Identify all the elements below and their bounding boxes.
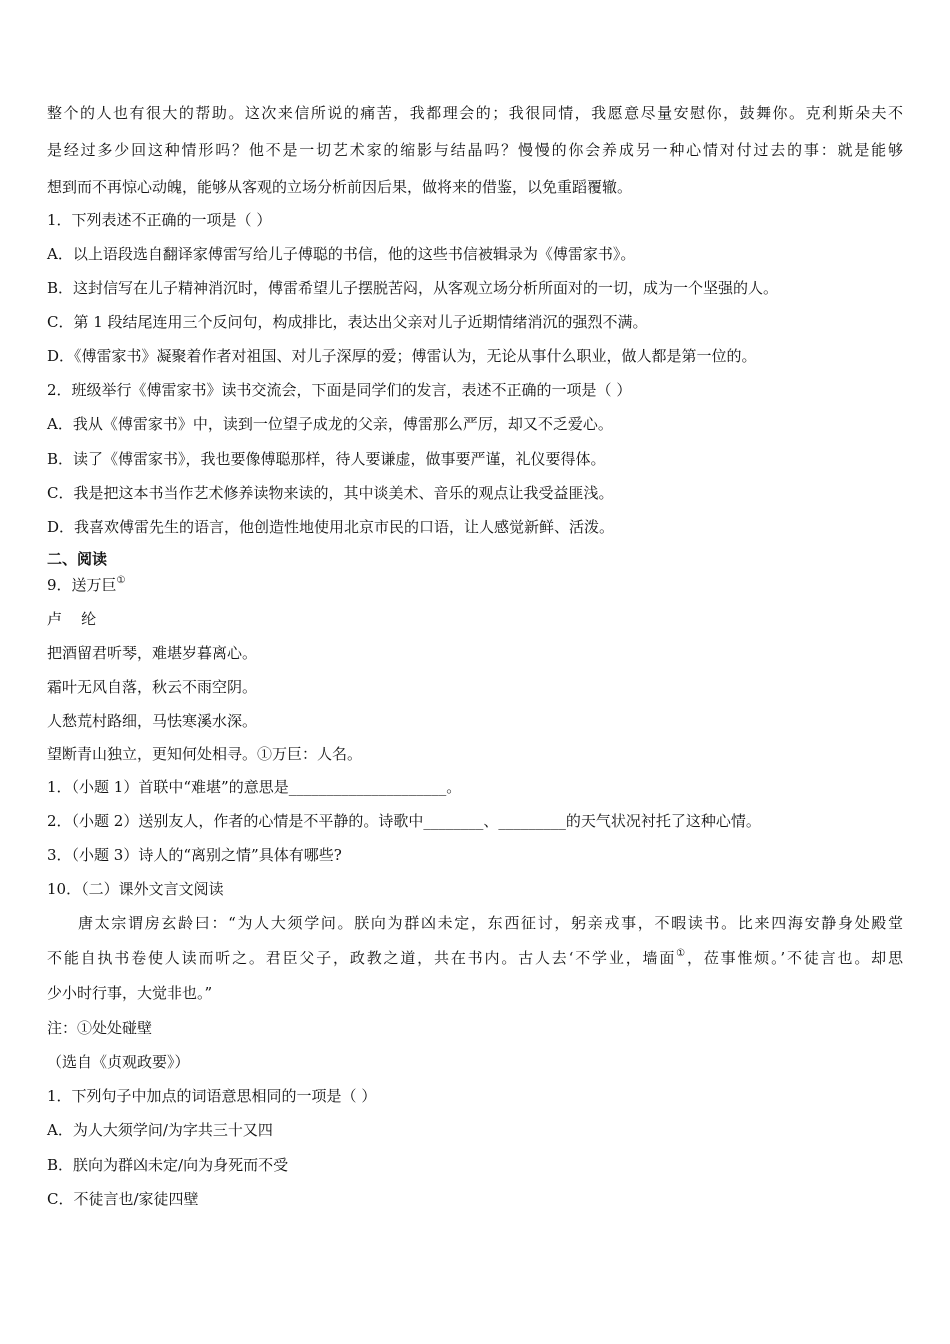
poem-question-1: 1．（小题 1）首联中“难堪”的意思是_____________________。 bbox=[47, 778, 462, 796]
question-10-1-stem: 1．下列句子中加点的词语意思相同的一项是（ ） bbox=[47, 1087, 377, 1105]
question-2-option-c: C．我是把这本书当作艺术修养读物来读的，其中谈美术、音乐的观点让我受益匪浅。 bbox=[47, 484, 614, 502]
question-1-option-b: B．这封信写在儿子精神消沉时，傅雷希望儿子摆脱苦闷，从客观立场分析所面对的一切，成为一个坚强的人。 bbox=[47, 279, 779, 297]
poem-title bbox=[47, 575, 903, 595]
classical-text-line: 唐太宗谓房玄龄曰：“为人大须学问。朕向为群凶未定，东西征讨，躬亲戎事，不暇读书。比来四海安静身处殿堂 bbox=[78, 914, 903, 932]
poem-question-2: 2．（小题 2）送别友人，作者的心情是不平静的。诗歌中________、_________的天气状况衬托了这种心情。 bbox=[47, 812, 761, 830]
question-2-option-b: B．读了《傅雷家书》，我也要像傅聪那样，待人要谦虚，做事要严谨，礼仪要得体。 bbox=[47, 450, 606, 468]
question-2-option-d: D．我喜欢傅雷先生的语言，他创造性地使用北京市民的口语，让人感觉新鲜、活泼。 bbox=[47, 518, 615, 536]
poem-author: 卢 纶 bbox=[47, 610, 97, 628]
classical-text-segment: 不能自执书卷使人读而听之。君臣父子，政教之道，共在书内。古人去‘不学业，墙面 bbox=[47, 949, 677, 967]
passage-line: 是经过多少回这种情形吗？他不是一切艺术家的缩影与结晶吗？慢慢的你会养成另一种心情对付过去的事：就是能够 bbox=[47, 141, 903, 159]
classical-text-footnote-mark: ① bbox=[676, 948, 687, 959]
passage-line: 整个的人也有很大的帮助。这次来信所说的痛苦，我都理会的；我很同情，我愿意尽量安慰你，鼓舞你。克利斯朵夫不 bbox=[47, 104, 903, 122]
question-10-option-a: A．为人大须学问/为字共三十又四 bbox=[47, 1121, 273, 1139]
question-10-option-b: B．朕向为群凶未定/向为身死而不受 bbox=[47, 1156, 289, 1174]
classical-text-line: 少小时行事，大觉非也。” bbox=[47, 984, 213, 1002]
poem-line: 霜叶无风自落，秋云不雨空阴。 bbox=[47, 678, 258, 696]
footnote: 注：①处处碰壁 bbox=[47, 1019, 153, 1037]
question-1-stem: 1．下列表述不正确的一项是（ ） bbox=[47, 211, 272, 229]
passage-line: 想到而不再惊心动魄，能够从客观的立场分析前因后果，做将来的借鉴，以免重蹈覆辙。 bbox=[47, 178, 633, 196]
source-citation: （选自《贞观政要》） bbox=[47, 1053, 190, 1071]
question-1-option-d: D．《傅雷家书》凝聚着作者对祖国、对儿子深厚的爱；傅雷认为，无论从事什么职业，做人都是第一位的。 bbox=[47, 347, 757, 365]
question-2-stem: 2．班级举行《傅雷家书》读书交流会，下面是同学们的发言，表述不正确的一项是（ ） bbox=[47, 381, 632, 399]
classical-text-segment: ，莅事惟烦。’不徒言也。却思 bbox=[686, 949, 903, 967]
classical-text-line bbox=[47, 948, 903, 968]
poem-title-text: 9．送万巨 bbox=[47, 576, 117, 594]
question-10-title: 10．（二）课外文言文阅读 bbox=[47, 880, 224, 898]
poem-line: 人愁荒村路细，马怯寒溪水深。 bbox=[47, 712, 258, 730]
poem-line: 望断青山独立，更知何处相寻。①万巨：人名。 bbox=[47, 745, 363, 763]
question-1-option-c: C．第 1 段结尾连用三个反问句，构成排比，表达出父亲对儿子近期情绪消沉的强烈不满。 bbox=[47, 313, 648, 331]
question-2-option-a: A．我从《傅雷家书》中，读到一位望子成龙的父亲，傅雷那么严厉，却又不乏爱心。 bbox=[47, 415, 613, 433]
poem-question-3: 3．（小题 3）诗人的“离别之情”具体有哪些? bbox=[47, 846, 342, 864]
question-1-option-a: A．以上语段选自翻译家傅雷写给儿子傅聪的书信，他的这些书信被辑录为《傅雷家书》。 bbox=[47, 245, 636, 263]
question-10-option-c: C．不徒言也/家徒四壁 bbox=[47, 1190, 199, 1208]
section-title-reading: 二、阅读 bbox=[47, 550, 108, 568]
poem-title-footnote-mark: ① bbox=[116, 575, 126, 586]
poem-line: 把酒留君听琴，难堪岁暮离心。 bbox=[47, 644, 258, 662]
